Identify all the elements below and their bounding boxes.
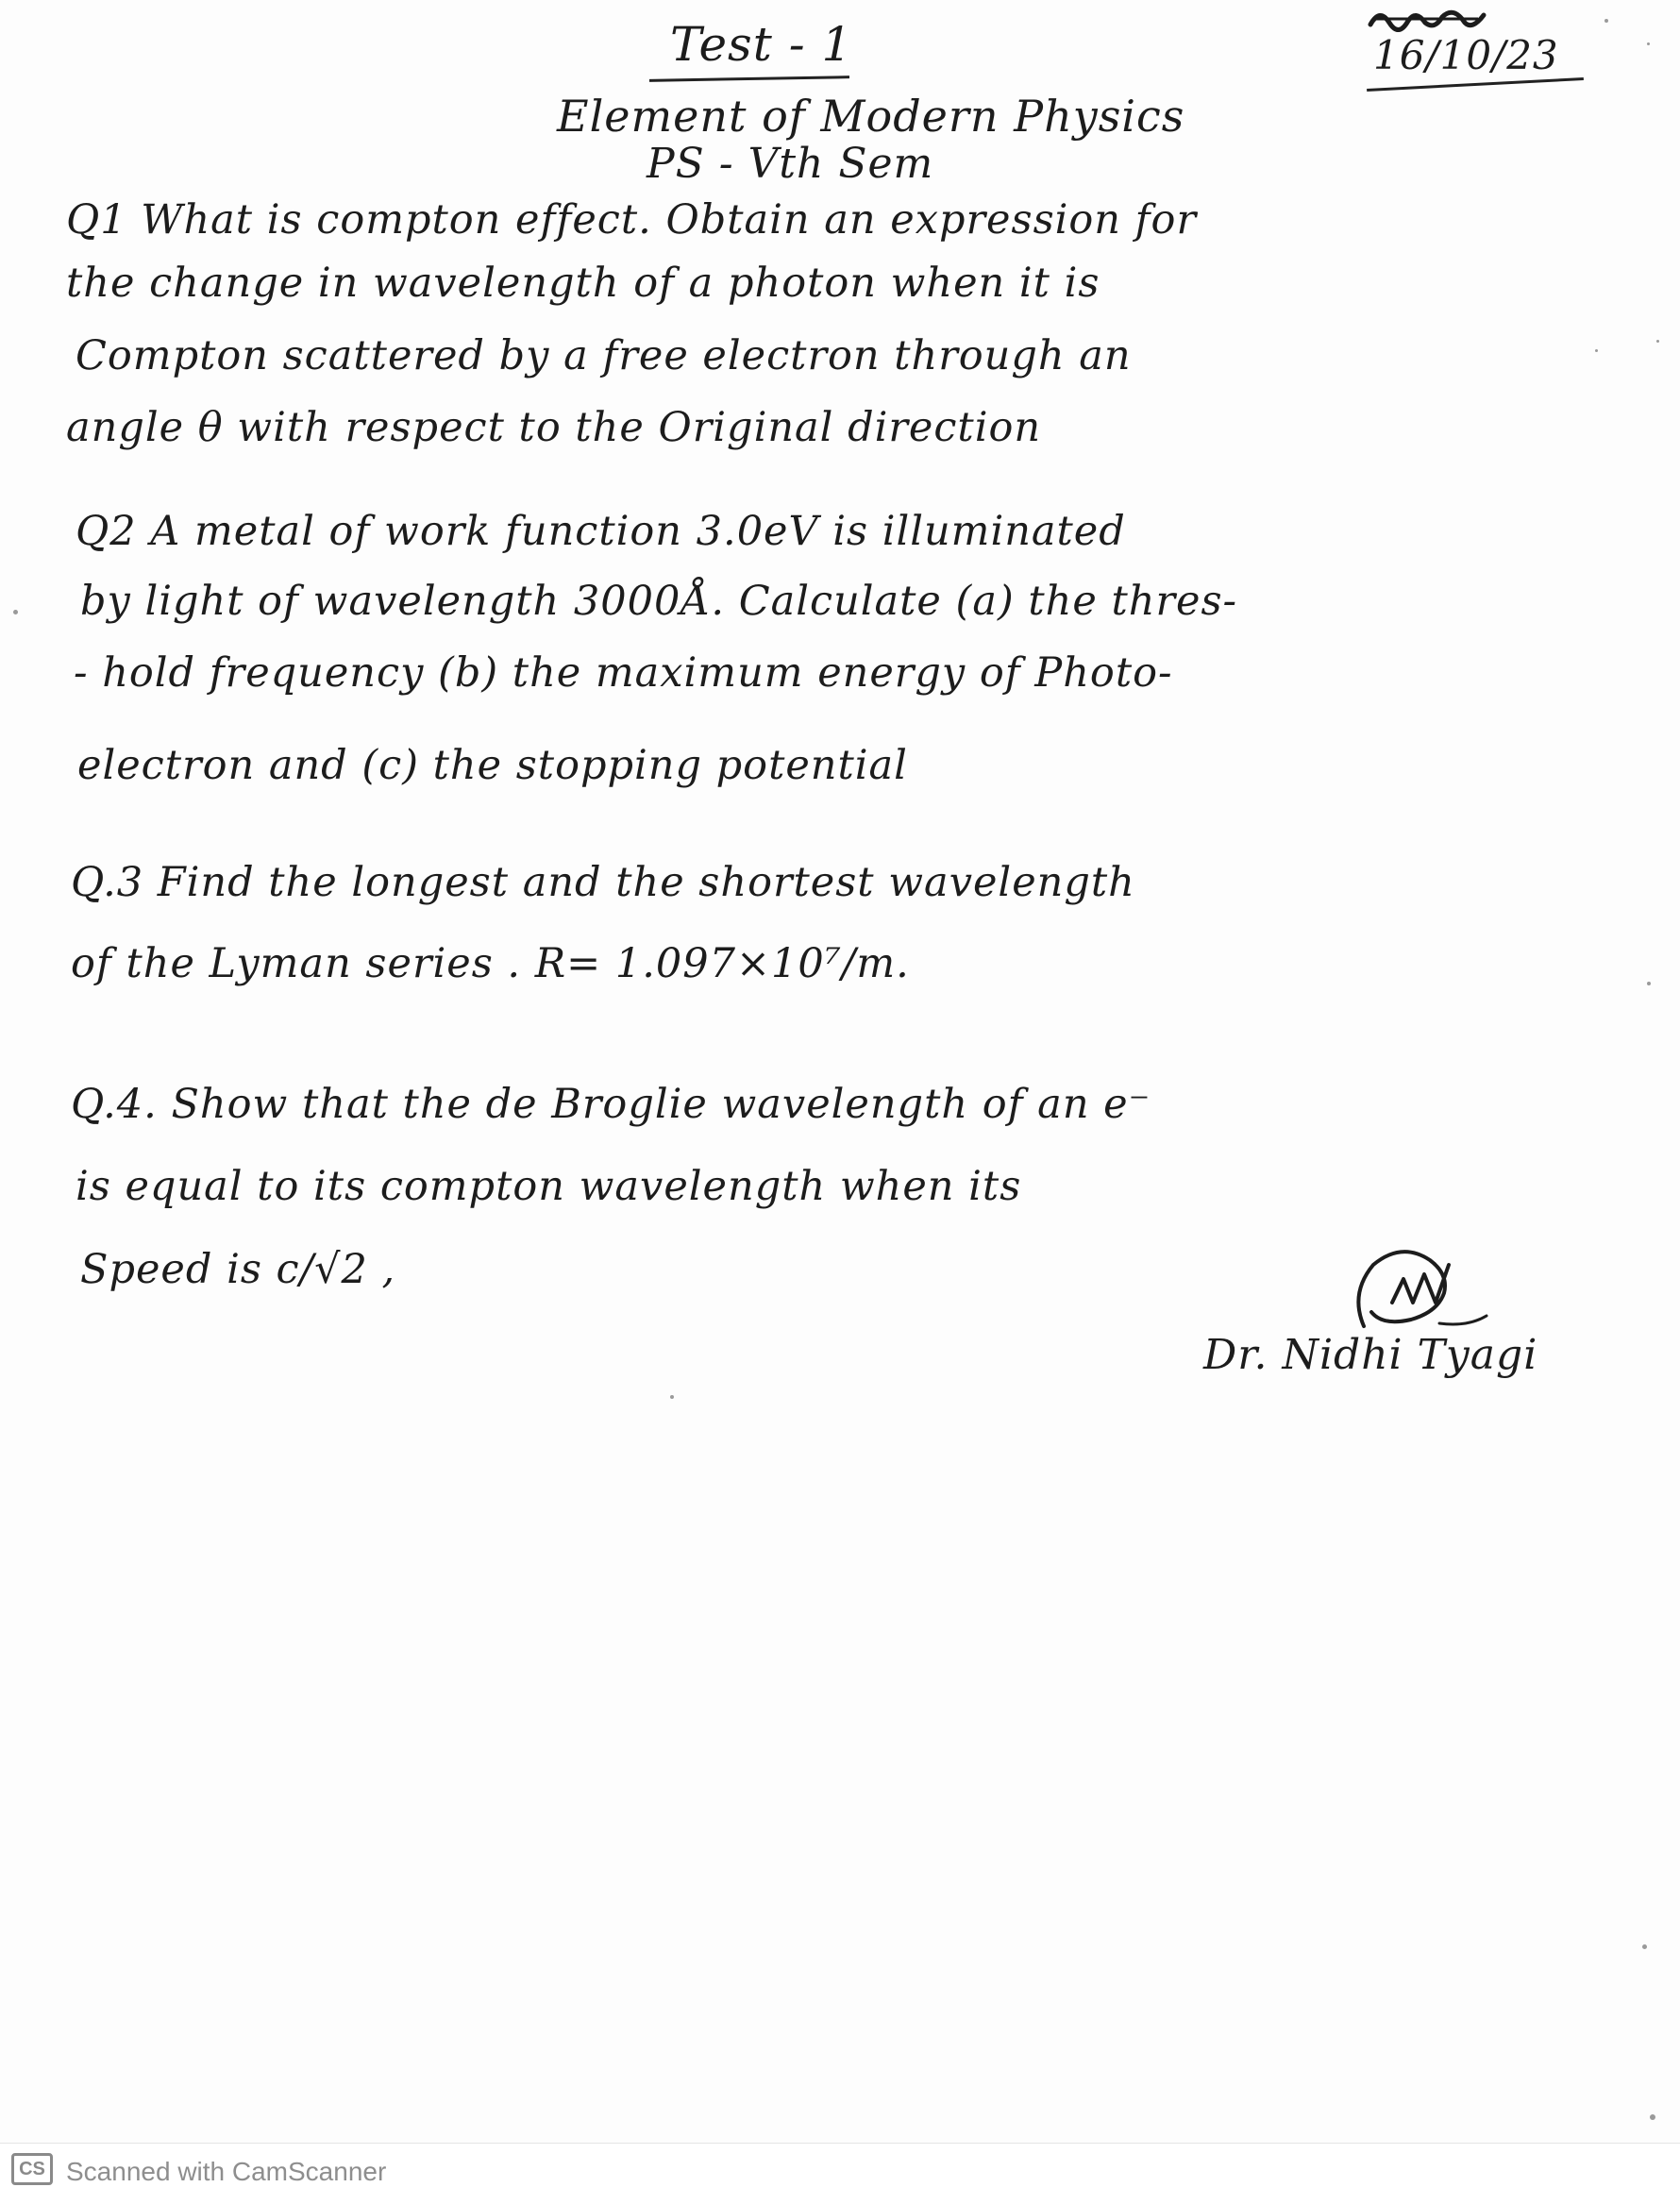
date-underline (1367, 77, 1584, 92)
scan-speck (1595, 349, 1598, 352)
camscanner-logo-icon: CS (11, 2153, 53, 2185)
question-1-line: Q1 What is compton effect. Obtain an expression for (66, 196, 1197, 244)
signer-name: Dr. Nidhi Tyagi (1203, 1331, 1538, 1379)
footer-watermark-text: Scanned with CamScanner (66, 2157, 387, 2186)
question-3-line: Q.3 Find the longest and the shortest wavelength (71, 859, 1135, 906)
question-2-line: by light of wavelength 3000Å. Calculate (a) the thres- (80, 578, 1238, 625)
scan-speck (1656, 340, 1659, 343)
question-4-line: Q.4. Show that the de Broglie wavelength of an e⁻ (71, 1081, 1151, 1128)
question-2-line: electron and (c) the stopping potential (77, 742, 908, 789)
question-4-line: is equal to its compton wavelength when its (76, 1163, 1022, 1210)
scan-speck (1650, 2114, 1655, 2120)
scan-speck (1604, 19, 1608, 23)
test-date: 16/10/23 (1373, 32, 1559, 78)
title-underline (649, 76, 849, 82)
scan-speck (1642, 1944, 1647, 1949)
question-2-line: - hold frequency (b) the maximum energy of Photo- (74, 649, 1173, 697)
scanner-footer (0, 2143, 1680, 2204)
scan-speck (1647, 42, 1650, 45)
signature-icon (1345, 1237, 1496, 1340)
question-1-line: the change in wavelength of a photon when it is (66, 260, 1100, 307)
scan-speck (13, 610, 18, 614)
scan-speck (1647, 982, 1651, 985)
question-4-line: Speed is c/√2 , (80, 1246, 396, 1293)
test-title: Test - 1 (670, 17, 853, 72)
scribble-icon (1367, 2, 1489, 36)
scan-speck (670, 1395, 674, 1399)
semester-label: PS - Vth Sem (647, 140, 934, 188)
subject-title: Element of Modern Physics (557, 91, 1185, 142)
question-1-line: angle θ with respect to the Original direction (66, 404, 1042, 451)
question-2-line: Q2 A metal of work function 3.0eV is illuminated (76, 508, 1126, 555)
question-3-line: of the Lyman series . R= 1.097×10⁷/m. (71, 940, 910, 987)
question-1-line: Compton scattered by a free electron through an (76, 332, 1132, 379)
